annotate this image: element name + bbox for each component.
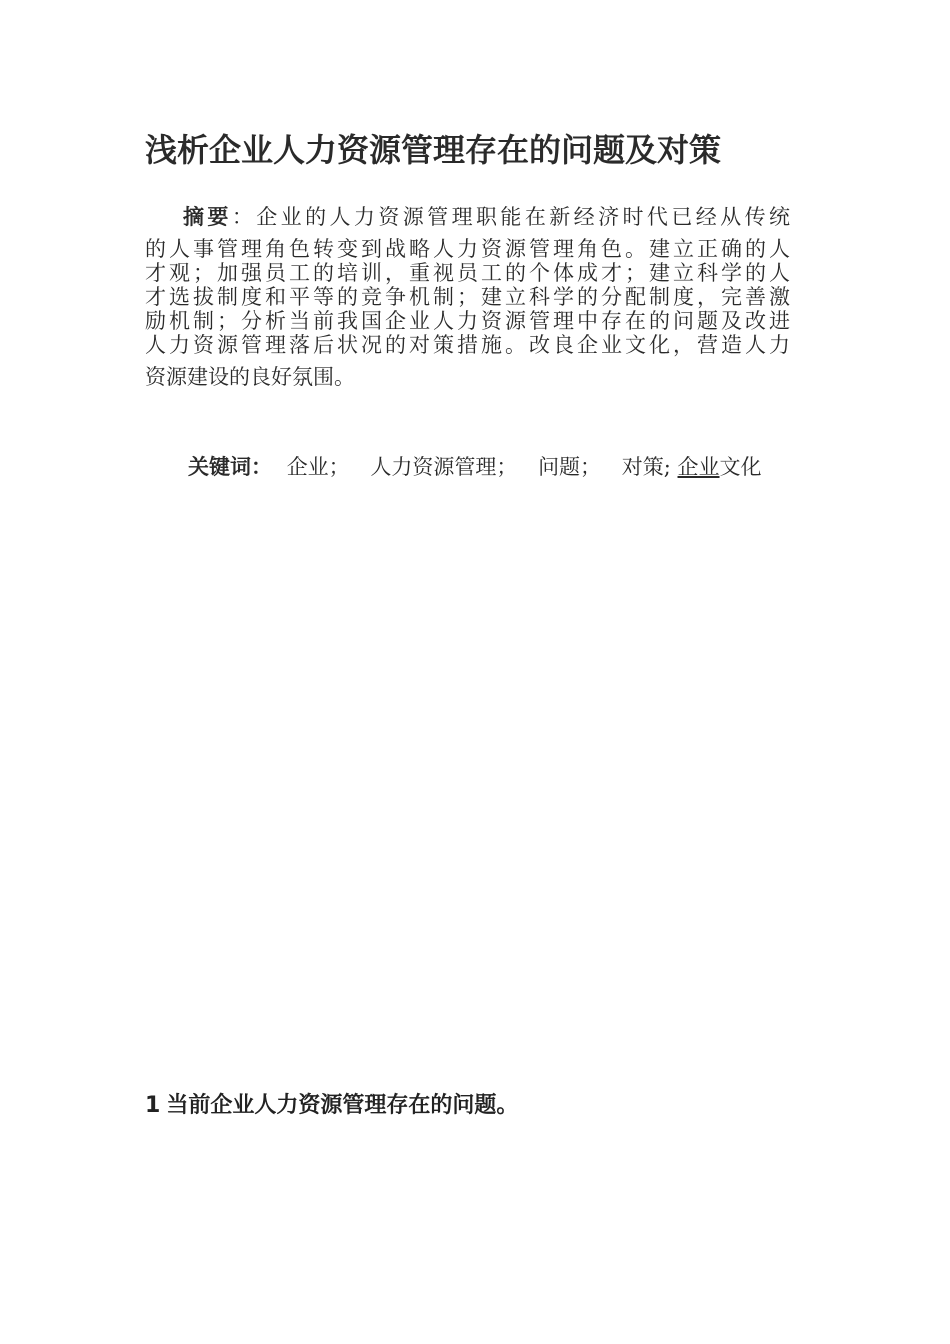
keyword-item: 人力资源管理； — [370, 455, 518, 479]
keyword-item: 企业； — [286, 455, 350, 479]
abstract-line-6: 人力资源管理落后状况的对策措施。改良企业文化，营造人力 — [145, 333, 790, 357]
document-title: 浅析企业人力资源管理存在的问题及对策 — [145, 131, 722, 169]
abstract-label-colon: ： — [231, 205, 257, 229]
abstract-line-2: 的人事管理角色转变到战略人力资源管理角色。建立正确的人 — [145, 237, 790, 261]
section-heading-text: 当前企业人力资源管理存在的问题。 — [166, 1093, 519, 1118]
section-number: 1 — [145, 1093, 161, 1118]
abstract-line-5: 励机制；分析当前我国企业人力资源管理中存在的问题及改进 — [145, 309, 790, 333]
keywords-line — [188, 452, 790, 482]
abstract-line-1 — [145, 205, 790, 229]
keyword-underlined-part: 企业 — [677, 455, 720, 479]
abstract-text-1: 企业的人力资源管理职能在新经济时代已经从传统 — [256, 205, 791, 229]
abstract-line-3: 才观；加强员工的培训，重视员工的个体成才；建立科学的人 — [145, 261, 790, 285]
abstract-label: 摘要 — [183, 205, 232, 229]
keywords-label: 关键词： — [188, 455, 272, 479]
abstract-line-4: 才选拔制度和平等的竞争机制；建立科学的分配制度，完善激 — [145, 285, 790, 309]
keyword-item: 对策; — [621, 455, 671, 479]
keyword-item: 问题； — [538, 455, 602, 479]
abstract-line-7: 资源建设的良好氛围。 — [145, 365, 355, 389]
abstract-paragraph — [145, 205, 790, 389]
section-heading — [145, 1090, 518, 1122]
keyword-last-part: 文化 — [719, 455, 762, 479]
